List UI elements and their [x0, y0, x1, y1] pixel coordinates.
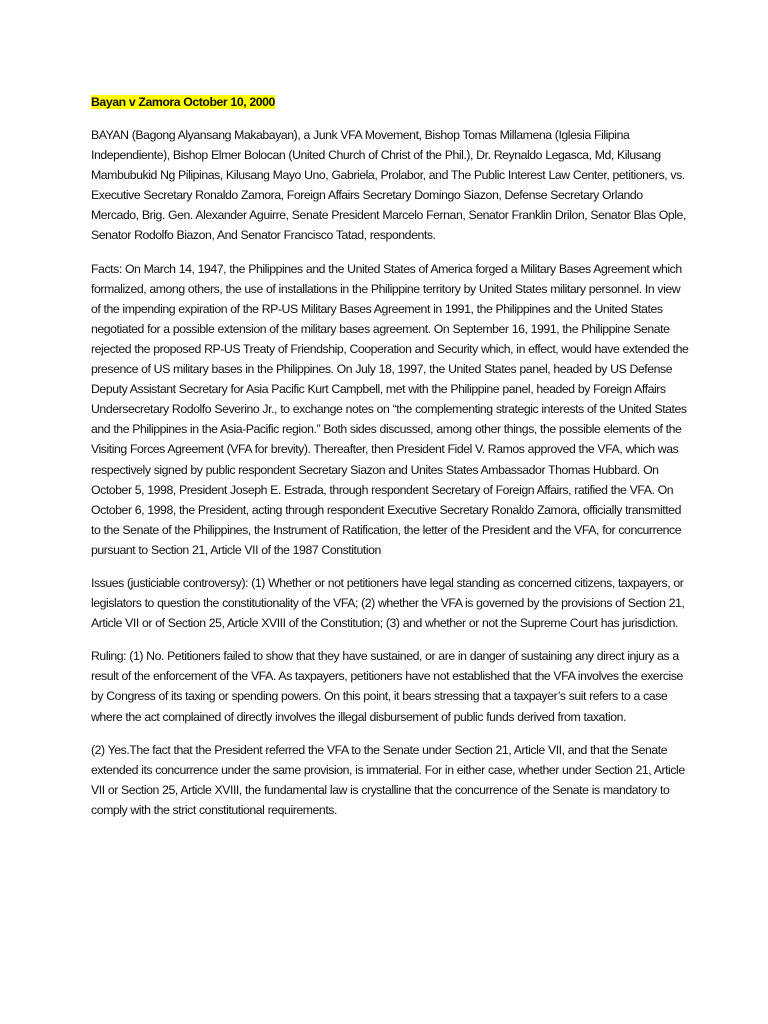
ruling-paragraph: Ruling: (1) No. Petitioners failed to show that they have sustained, or are in danger of sustaining any direct injury as a result of the enforcement of the VFA. As taxpayers, petitioners have not established that the VFA involves the exercise by Congress of its taxing or spending powers. On this point, it bears stressing that a taxpayer’s suit refers to a case where the act complained of directly involves the illegal disbursement of public funds derived from taxation. — [91, 649, 683, 724]
title-line — [91, 92, 691, 112]
ruling-2-paragraph: (2) Yes.The fact that the President referred the VFA to the Senate under Section 21, Article VII, and that the Senate extended its concurrence under the same provision, is immaterial. For in either case, whether under Section 21, Article VII or Section 25, Article XVIII, the fundamental law is crystalline that the concurrence of the Senate is mandatory to comply with the strict constitutional requirements. — [91, 742, 685, 817]
document-body — [91, 92, 691, 833]
document-title: Bayan v Zamora October 10, 2000 — [91, 95, 275, 109]
issues-paragraph: Issues (justiciable controversy): (1) Whether or not petitioners have legal standing as concerned citizens, taxpayers, or legislators to question the constitutionality of the VFA; (2) whether the VFA is governed by the provisions of Section 21, Article VII or of Section 25, Article XVIII of the Constitution; (3) and whether or not the Supreme Court has jurisdiction. — [91, 575, 685, 631]
facts-paragraph: Facts: On March 14, 1947, the Philippines and the United States of America forged a Military Bases Agreement which formalized, among others, the use of installations in the Philippine territory by United States military personnel. In view of the impending expiration of the RP-US Military Bases Agreement in 1991, the Philippines and the United States negotiated for a possible extension of the military bases agreement. On September 16, 1991, the Philippine Senate rejected the proposed RP-US Treaty of Friendship, Cooperation and Security which, in effect, would have extended the presence of US military bases in the Philippines. On July 18, 1997, the United States panel, headed by US Defense Deputy Assistant Secretary for Asia Pacific Kurt Campbell, met with the Philippine panel, headed by Foreign Affairs Undersecretary Rodolfo Severino Jr., to exchange notes on “the complementing strategic interests of the United States and the Philippines in the Asia-Pacific region.” Both sides discussed, among other things, the possible elements of the Visiting Forces Agreement (VFA for brevity). Thereafter, then President Fidel V. Ramos approved the VFA, which was respectively signed by public respondent Secretary Siazon and Unites States Ambassador Thomas Hubbard. On October 5, 1998, President Joseph E. Estrada, through respondent Secretary of Foreign Affairs, ratified the VFA. On October 6, 1998, the President, acting through respondent Executive Secretary Ronaldo Zamora, officially transmitted to the Senate of the Philippines, the Instrument of Ratification, the letter of the President and the VFA, for concurrence pursuant to Section 21, Article VII of the 1987 Constitution — [91, 261, 689, 557]
parties-paragraph: BAYAN (Bagong Alyansang Makabayan), a Junk VFA Movement, Bishop Tomas Millamena (Iglesia Filipina Independiente), Bishop Elmer Bolocan (United Church of Christ of the Phil.), Dr. Reynaldo Legasca, Md, Kilusang Mambubukid Ng Pilipinas, Kilusang Mayo Uno, Gabriela, Prolabor, and The Public Interest Law Center, petitioners, vs. Executive Secretary Ronaldo Zamora, Foreign Affairs Secretary Domingo Siazon, Defense Secretary Orlando Mercado, Brig. Gen. Alexander Aguirre, Senate President Marcelo Fernan, Senator Franklin Drilon, Senator Blas Ople, Senator Rodolfo Biazon, And Senator Francisco Tatad, respondents. — [91, 128, 686, 243]
